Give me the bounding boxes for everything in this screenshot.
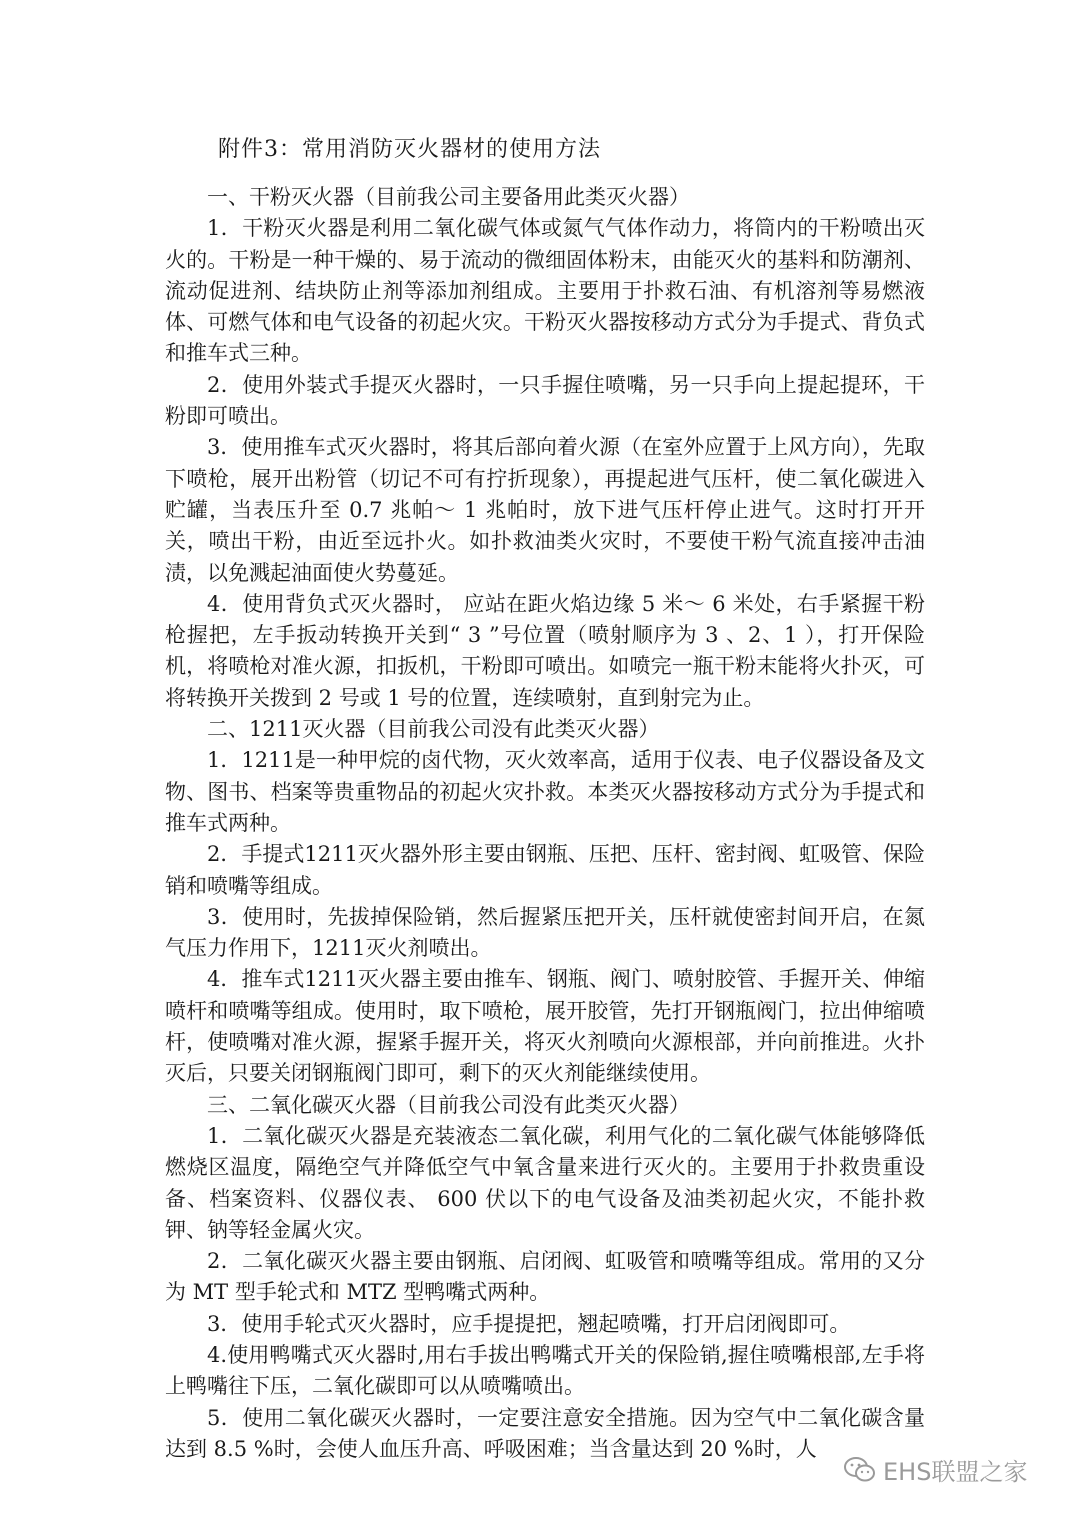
paragraph: 4．使用背负式灭火器时， 应站在距火焰边缘 5 米～ 6 米处，右手紧握干粉枪握把，左手扳动转换开关到“ 3 ”号位置（喷射顺序为 3 、2、1 ），打开保险机，将喷枪对准火源，扣扳机，干粉即可喷出。如喷完一瓶干粉末能将火扑灭，可将转换开关拨到 2 号或 1 号的位置，连续喷射，直到射完为止。 [165, 591, 925, 710]
paragraph: 3．使用推车式灭火器时，将其后部向着火源（在室外应置于上风方向），先取下喷枪，展开出粉管（切记不可有拧折现象），再提起进气压杆，使二氧化碳进入贮罐，当表压升至 0.7 兆帕～ 1 兆帕时，放下进气压杆停止进气。这时打开开关，喷出干粉，由近至远扑火。如扑救油类火灾时，不要使干粉气流直接冲击油渍，以免溅起油面使火势蔓延。 [165, 435, 925, 585]
watermark [843, 1452, 1027, 1487]
paragraph: 1．1211是一种甲烷的卤代物，灭火效率高，适用于仪表、电子仪器设备及文物、图书、档案等贵重物品的初起火灾扑救。本类灭火器按移动方式分为手提式和推车式两种。 [165, 748, 925, 835]
watermark-text: EHS联盟之家 [883, 1458, 1028, 1486]
section-heading-co2: 三、二氧化碳灭火器（目前我公司没有此类灭火器） [207, 1092, 690, 1117]
paragraph: 2．手提式1211灭火器外形主要由钢瓶、压把、压杆、密封阀、虹吸管、保险销和喷嘴等组成。 [165, 842, 925, 898]
section-heading-dry-powder: 一、干粉灭火器（目前我公司主要备用此类灭火器） [207, 185, 690, 209]
paragraph: 2．使用外装式手提灭火器时，一只手握住喷嘴，另一只手向上提起提环，干粉即可喷出。 [165, 372, 925, 429]
paragraph: 5．使用二氧化碳灭火器时，一定要注意安全措施。因为空气中二氧化碳含量达到 8.5 %时，会使人血压升高、呼吸困难；当含量达到 20 %时，人 [165, 1405, 925, 1461]
document-body [165, 182, 925, 1465]
paragraph: 2．二氧化碳灭火器主要由钢瓶、启闭阀、虹吸管和喷嘴等组成。常用的又分为 MT 型手轮式和 MTZ 型鸭嘴式两种。 [165, 1249, 925, 1305]
paragraph: 3．使用手轮式灭火器时，应手提提把，翘起喷嘴，打开启闭阀即可。 [207, 1311, 851, 1336]
wechat-icon [843, 1456, 877, 1484]
paragraph: 3．使用时，先拔掉保险销，然后握紧压把开关，压杆就使密封间开启，在氮气压力作用下，1211灭火剂喷出。 [165, 904, 925, 961]
page-title: 附件3：常用消防灭火器材的使用方法 [218, 137, 601, 162]
paragraph: 1．二氧化碳灭火器是充装液态二氧化碳，利用气化的二氧化碳气体能够降低燃烧区温度，隔绝空气并降低空气中氧含量来进行灭火的。主要用于扑救贵重设备、档案资料、仪器仪表、 600 伏以下的电气设备及油类初起火灾，不能扑救钾、钠等轻金属火灾。 [165, 1123, 925, 1242]
section-heading-1211: 二、1211灭火器（目前我公司没有此类灭火器） [207, 717, 660, 742]
paragraph: 4.使用鸭嘴式灭火器时,用右手拔出鸭嘴式开关的保险销,握住喷嘴根部,左手将上鸭嘴往下压，二氧化碳即可以从喷嘴喷出。 [165, 1342, 925, 1399]
paragraph: 4．推车式1211灭火器主要由推车、钢瓶、阀门、喷射胶管、手握开关、伸缩喷杆和喷嘴等组成。使用时，取下喷枪，展开胶管，先打开钢瓶阀门，拉出伸缩喷杆，使喷嘴对准火源，握紧手握开关，将灭火剂喷向火源根部，并向前推进。火扑灭后，只要关闭钢瓶阀门即可，剩下的灭火剂能继续使用。 [165, 967, 925, 1086]
paragraph: 1．干粉灭火器是利用二氧化碳气体或氮气气体作动力，将筒内的干粉喷出灭火的。干粉是一种干燥的、易于流动的微细固体粉末，由能灭火的基料和防潮剂、流动促进剂、结块防止剂等添加剂组成。主要用于扑救石油、有机溶剂等易燃液体、可燃气体和电气设备的初起火灾。干粉灭火器按移动方式分为手提式、背负式和推车式三种。 [165, 216, 925, 366]
